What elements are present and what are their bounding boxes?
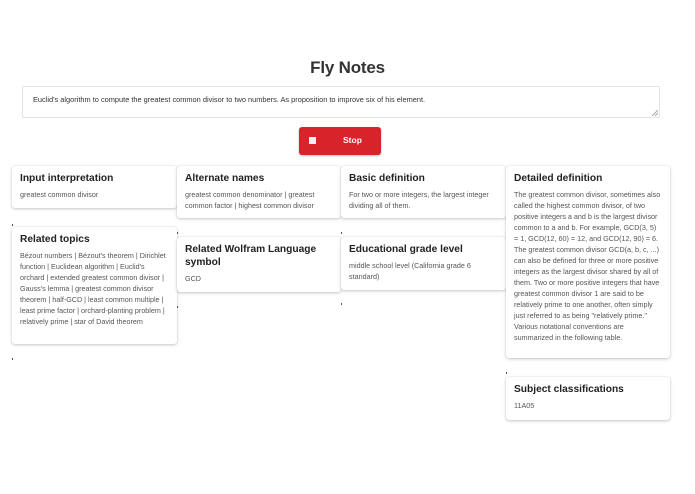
card-detailed-definition: [506, 166, 670, 358]
column-marker: [341, 303, 342, 305]
card-title: Educational grade level: [349, 244, 463, 255]
card-body: greatest common denominator | greatest common factor | highest common divisor: [185, 190, 315, 210]
column-marker: [12, 358, 13, 360]
column-marker: [177, 306, 178, 308]
card-basic-definition: [341, 166, 506, 218]
card-body: greatest common divisor: [20, 190, 99, 199]
card-alternate-names: [177, 166, 341, 218]
stop-square-icon: [309, 137, 316, 144]
card-title: Alternate names: [185, 173, 265, 184]
card-title: Subject classifications: [514, 384, 624, 395]
card-body: Bézout numbers | Bézout's theorem | Dirichlet function | Euclidean algorithm | Euclid's orchard | extended greatest common divisor | Gauss's lemma | greatest common divisor theorem | half-GCD | least common multiple | least prime factor | orchard-planting problem | relatively prime | star of David theorem: [20, 251, 166, 326]
card-body: middle school level (California grade 6 standard): [349, 261, 471, 281]
stop-label: Stop: [343, 135, 362, 145]
card-title: Related Wolfram Language symbol: [185, 244, 317, 268]
card-related-topics: [12, 227, 177, 344]
card-body: 11A05: [514, 401, 535, 410]
column-marker: [341, 232, 342, 234]
card-title: Detailed definition: [514, 173, 603, 184]
card-wolfram-symbol: [177, 237, 341, 292]
card-title: Related topics: [20, 234, 90, 245]
card-subject-classifications: [506, 377, 670, 420]
card-body: The greatest common divisor, sometimes also called the highest common divisor, of two positive integers a and b is the largest divisor common to a and b. For example, GCD(3, 5) = 1, GCD(12, 60) = 12, and GCD(12, 90) = 6. The greatest common divisor GCD(a, b, c, ...) can also be defined for three or more positive integers as the largest divisor shared by all of them. Two or more positive integers that have greatest common divisor 1 are said to be relatively prime to one another, often simply just referred to as being "relatively prime." Various notational conventions are summarized in the following table.: [514, 190, 661, 342]
column-marker: [177, 232, 178, 234]
stop-button[interactable]: [299, 127, 381, 155]
app-title: Fly Notes: [310, 58, 385, 77]
card-body: For two or more integers, the largest integer dividing all of them.: [349, 190, 489, 210]
card-input-interpretation: [12, 166, 177, 208]
column-marker: [506, 372, 507, 374]
notes-input[interactable]: [22, 86, 660, 118]
card-title: Input interpretation: [20, 173, 114, 184]
card-grade-level: [341, 237, 506, 290]
column-marker: [12, 224, 13, 226]
card-title: Basic definition: [349, 173, 425, 184]
card-body: GCD: [185, 274, 201, 283]
resize-grip-icon[interactable]: [652, 110, 658, 116]
